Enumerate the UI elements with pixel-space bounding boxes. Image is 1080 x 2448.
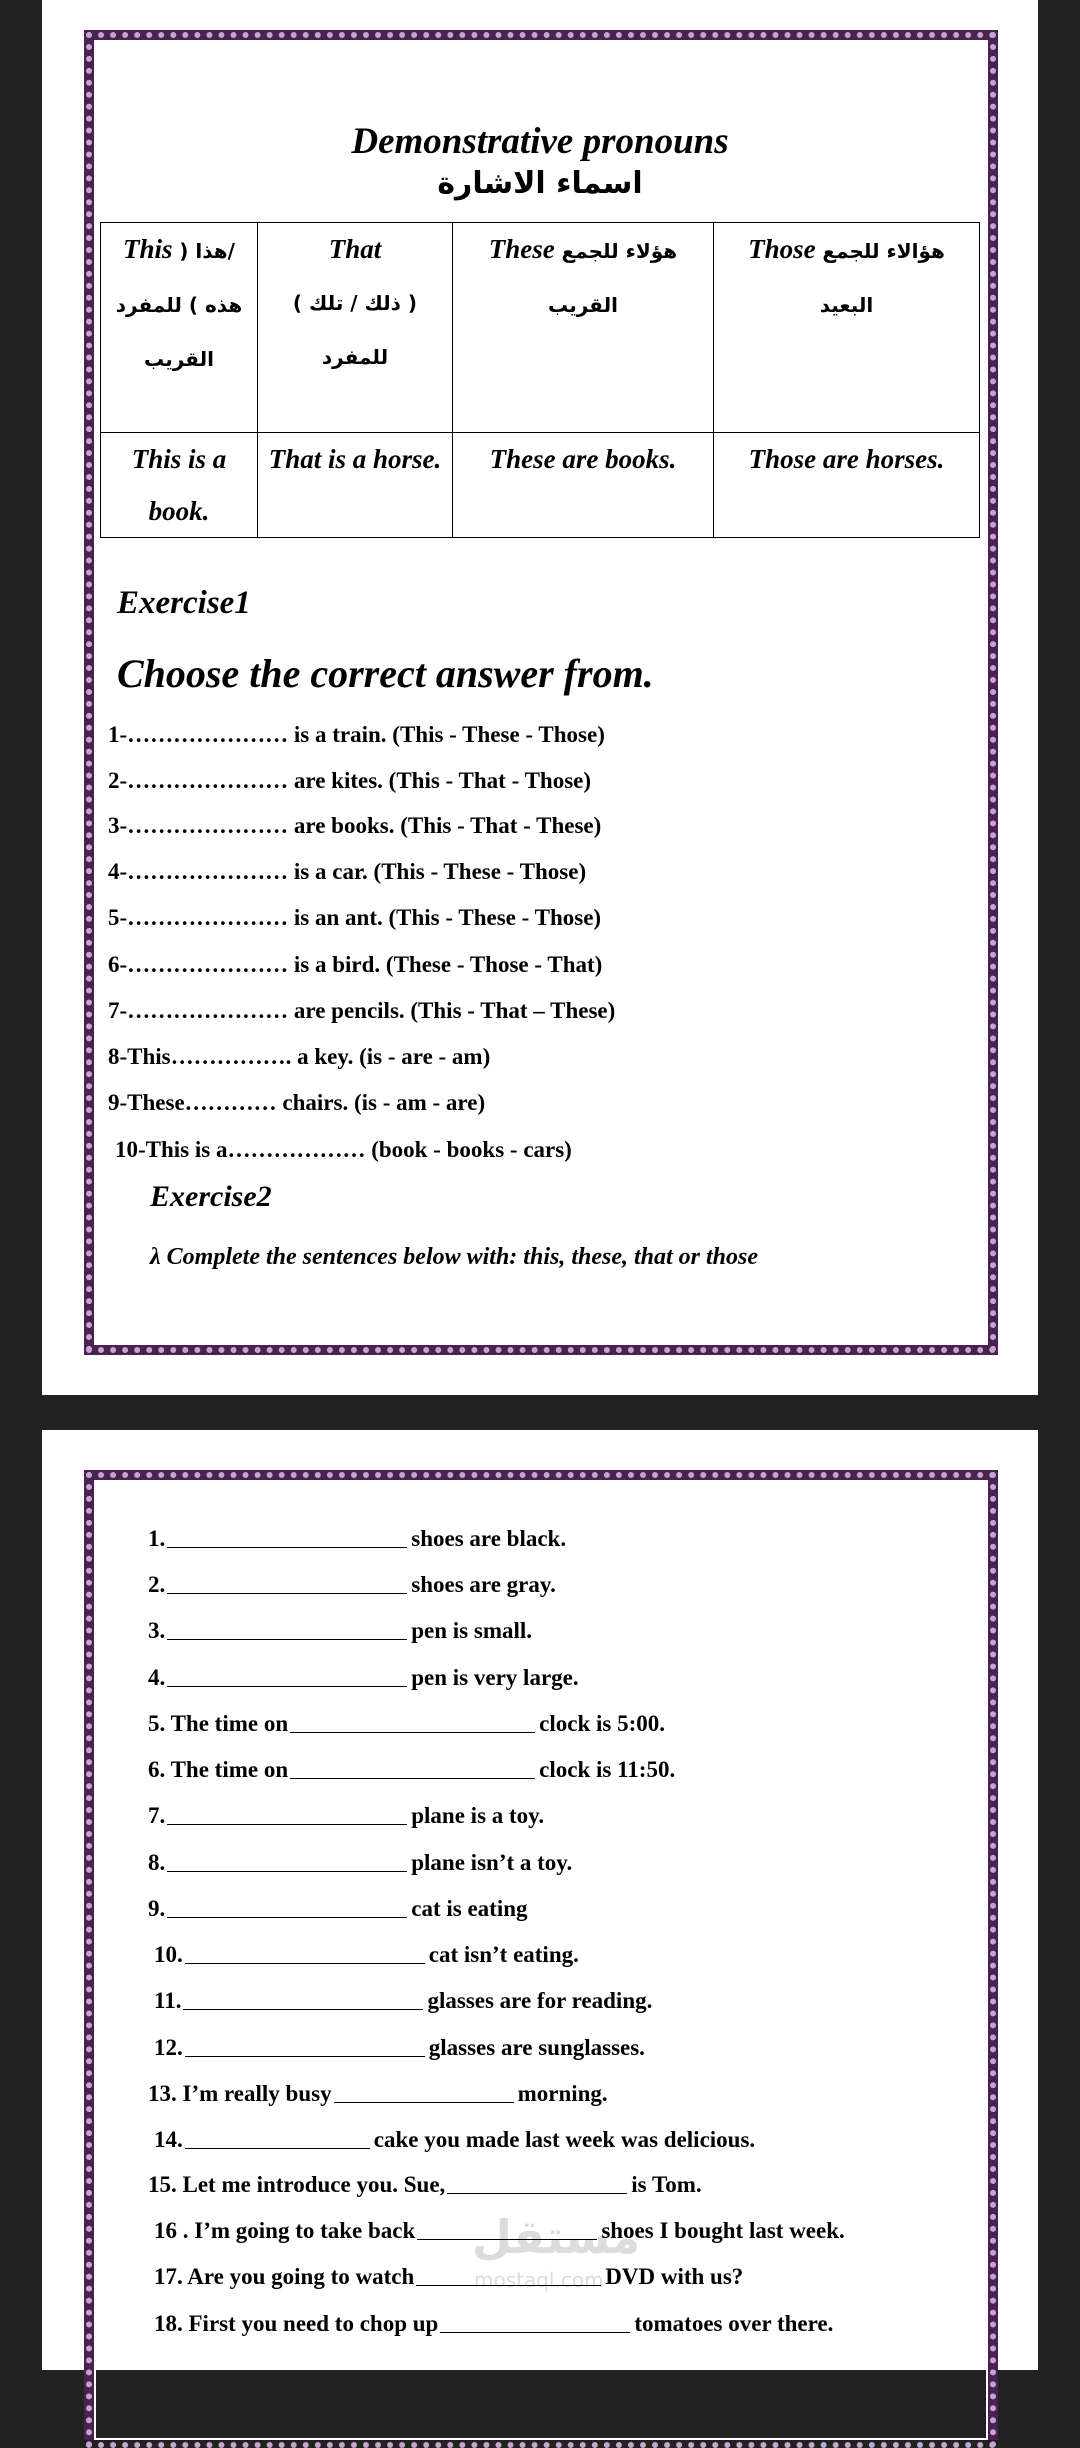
answer-blank[interactable] — [167, 1899, 407, 1918]
exercise2-item — [154, 2127, 755, 2153]
item-suffix: shoes I bought last week. — [601, 2218, 845, 2243]
table-cell — [258, 223, 453, 433]
example-cell: That is a horse. — [258, 433, 453, 538]
item-suffix: cake you made last week was delicious. — [373, 2127, 756, 2152]
answer-blank[interactable] — [447, 2175, 627, 2194]
exercise2-item — [154, 2218, 845, 2244]
exercise1-item: 8-This……………. a key. (is - are - am) — [108, 1044, 491, 1069]
exercise1-item: 1-………………… is a train. (This - These - Those) — [108, 722, 605, 747]
item-prefix: 2. — [148, 1572, 166, 1597]
answer-blank[interactable] — [167, 1806, 407, 1825]
answer-blank[interactable] — [440, 2314, 630, 2333]
worksheet-page-2 — [42, 1430, 1038, 2370]
item-suffix: pen is small. — [411, 1618, 533, 1643]
answer-blank[interactable] — [185, 1945, 425, 1964]
item-prefix: 18. First you need to chop up — [154, 2311, 439, 2336]
arabic-title: اسماء الاشارة — [437, 166, 643, 201]
table-cell — [101, 223, 258, 433]
example-cell: These are books. — [453, 433, 714, 538]
exercise2-item — [148, 1850, 572, 1876]
exercise2-item — [148, 1803, 544, 1829]
watermark-text: mostaql.com — [474, 2268, 604, 2292]
item-suffix: pen is very large. — [411, 1665, 579, 1690]
item-prefix: 5. The time on — [148, 1711, 289, 1736]
item-suffix: cat is eating — [411, 1896, 528, 1921]
item-suffix: clock is 11:50. — [539, 1757, 676, 1782]
exercise2-item — [154, 1942, 579, 1968]
item-suffix: glasses are sunglasses. — [428, 2035, 645, 2060]
answer-blank[interactable] — [290, 1714, 535, 1733]
item-prefix: 13. I’m really busy — [148, 2081, 332, 2106]
item-prefix: 4. — [148, 1665, 166, 1690]
item-suffix: plane isn’t a toy. — [411, 1850, 573, 1875]
item-suffix: shoes are black. — [411, 1526, 567, 1551]
answer-blank[interactable] — [167, 1621, 407, 1640]
page-title: Demonstrative pronouns — [351, 121, 729, 162]
item-suffix: clock is 5:00. — [539, 1711, 665, 1736]
exercise2-item — [148, 1572, 556, 1598]
item-prefix: 3. — [148, 1618, 166, 1643]
exercise2-item — [148, 1757, 675, 1783]
item-prefix: 10. — [154, 1942, 183, 1967]
exercise2-item — [154, 2035, 645, 2061]
item-prefix: 8. — [148, 1850, 166, 1875]
item-prefix: 14. — [154, 2127, 183, 2152]
answer-blank[interactable] — [334, 2084, 514, 2103]
exercise1-item: 4-………………… is a car. (This - These - Those) — [108, 859, 587, 884]
answer-blank[interactable] — [167, 1853, 407, 1872]
example-cell: This is a book. — [101, 433, 258, 538]
exercise2-item — [148, 1618, 532, 1644]
cell-en: Those — [748, 234, 816, 264]
pronoun-table — [100, 222, 980, 538]
item-prefix: 12. — [154, 2035, 183, 2060]
cell-ar: هؤالاء للجمع البعيد — [819, 239, 945, 317]
answer-blank[interactable] — [167, 1529, 407, 1548]
answer-blank[interactable] — [185, 2130, 370, 2149]
exercise2-instruction: λ Complete the sentences below with: this, these, that or those — [150, 1244, 759, 1270]
exercise1-item: 3-………………… are books. (This - That - These) — [108, 813, 602, 838]
example-cell: Those are horses. — [714, 433, 980, 538]
item-prefix: 7. — [148, 1803, 166, 1828]
item-suffix: is Tom. — [631, 2172, 702, 2197]
answer-blank[interactable] — [185, 2038, 425, 2057]
exercise2-item — [148, 2172, 702, 2198]
item-prefix: 17. Are you going to watch — [154, 2264, 415, 2289]
cell-ar: هؤلاء للجمع القريب — [548, 239, 678, 317]
item-suffix: tomatoes over there. — [634, 2311, 834, 2336]
exercise1-item: 5-………………… is an ant. (This - These - Those) — [108, 905, 602, 930]
cell-en: These — [488, 234, 555, 264]
table-cell — [714, 223, 980, 433]
exercise2-item — [154, 2311, 833, 2337]
exercise2-item — [148, 1711, 665, 1737]
exercise2-item — [154, 1988, 652, 2014]
table-header-row — [101, 223, 980, 433]
answer-blank[interactable] — [417, 2221, 597, 2240]
item-prefix: 6. The time on — [148, 1757, 289, 1782]
cell-ar: ( ذلك / تلك ) للمفرد — [292, 291, 418, 369]
answer-blank[interactable] — [183, 1991, 423, 2010]
exercise1-item: 9-These………… chairs. (is - am - are) — [108, 1090, 486, 1115]
table-cell — [453, 223, 714, 433]
exercise1-item: 7-………………… are pencils. (This - That – These) — [108, 998, 616, 1023]
exercise1-instruction: Choose the correct answer from. — [117, 651, 654, 696]
item-prefix: 15. Let me introduce you. Sue, — [148, 2172, 446, 2197]
item-prefix: 16 . I’m going to take back — [154, 2218, 416, 2243]
worksheet-page-1 — [42, 0, 1038, 1395]
item-suffix: plane is a toy. — [411, 1803, 545, 1828]
item-prefix: 1. — [148, 1526, 166, 1551]
watermark-logo: مستقل — [472, 2210, 641, 2264]
answer-blank[interactable] — [167, 1668, 407, 1687]
cell-en: This — [123, 234, 173, 264]
item-prefix: 11. — [154, 1988, 182, 2013]
item-suffix: cat isn’t eating. — [428, 1942, 579, 1967]
exercise2-item — [148, 1896, 528, 1922]
table-example-row — [101, 433, 980, 538]
item-suffix: glasses are for reading. — [427, 1988, 653, 2013]
exercise2-title: Exercise2 — [150, 1180, 272, 1213]
exercise2-item — [154, 2264, 743, 2290]
exercise2-item — [148, 2081, 608, 2107]
exercise1-title: Exercise1 — [117, 585, 251, 621]
exercise1-item: 6-………………… is a bird. (These - Those - That) — [108, 952, 603, 977]
exercise2-item — [148, 1665, 579, 1691]
cell-ar: /هذا ( هذه ) للمفرد القريب — [115, 239, 243, 371]
exercise1-item: 10-This is a……………… (book - books - cars) — [115, 1137, 572, 1162]
exercise1-item: 2-………………… are kites. (This - That - Those) — [108, 768, 592, 793]
item-suffix: shoes are gray. — [411, 1572, 556, 1597]
item-prefix: 9. — [148, 1896, 166, 1921]
cell-en: That — [328, 234, 382, 264]
item-suffix: morning. — [517, 2081, 608, 2106]
item-suffix: DVD with us? — [605, 2264, 744, 2289]
answer-blank[interactable] — [416, 2267, 601, 2286]
answer-blank[interactable] — [290, 1760, 535, 1779]
answer-blank[interactable] — [167, 1575, 407, 1594]
exercise2-item — [148, 1526, 566, 1552]
